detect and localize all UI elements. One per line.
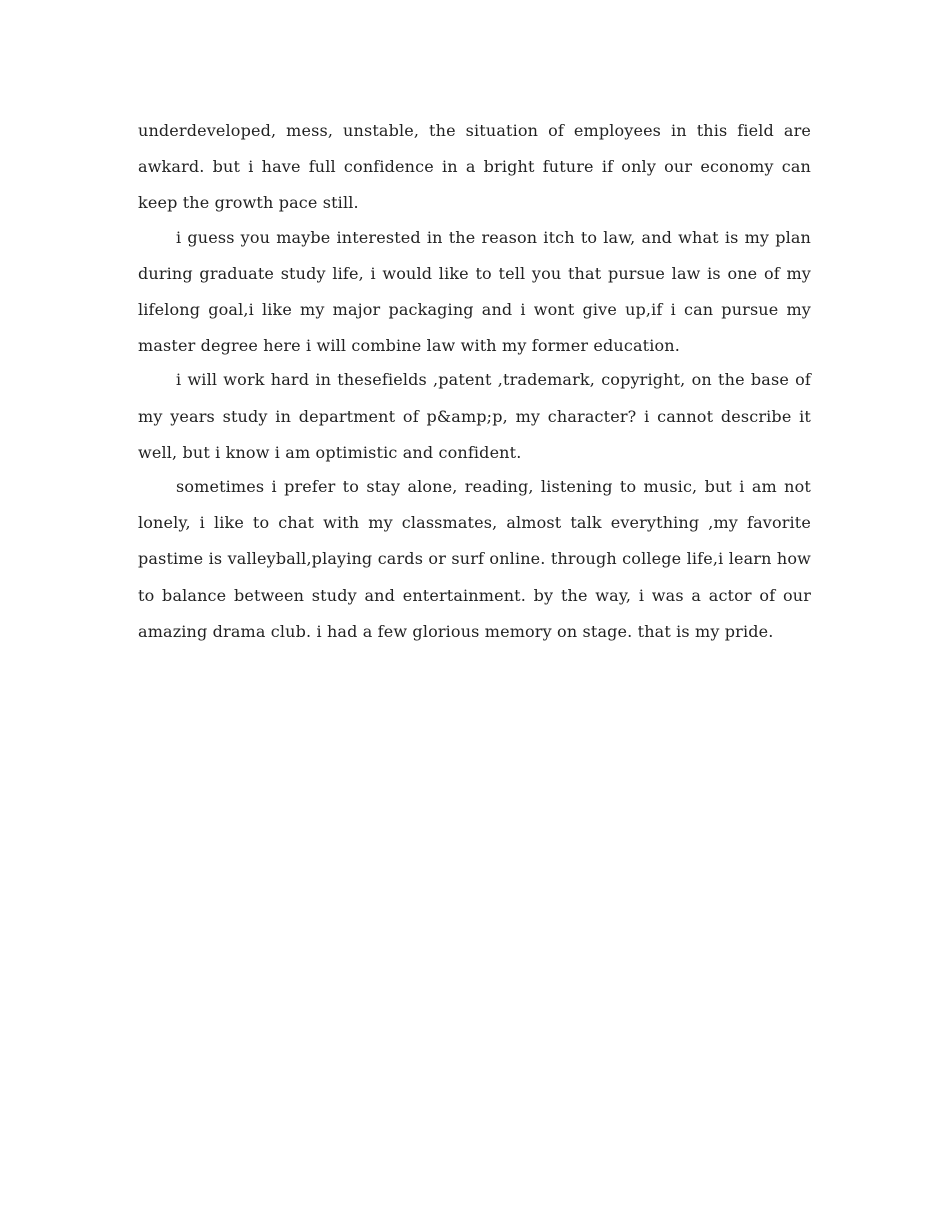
document-body: [138, 113, 811, 648]
paragraph-1: underdeveloped, mess, unstable, the situation of employees in this field are awkard. but i have full confidence in a bright future if only our economy can keep the growth pace still.: [138, 121, 811, 213]
paragraph-2: i guess you maybe interested in the reason itch to law, and what is my plan during graduate study life, i would like to tell you that pursue law is one of my lifelong goal,i like my major packaging and i wont give up,if i can pursue my master degree here i will combine law with my former education.: [138, 227, 811, 356]
paragraph-3: i will work hard in thesefields ,patent ,trademark, copyright, on the base of my years study in department of p&amp;p, my character? i cannot describe it well, but i know i am optimistic and confident.: [138, 370, 811, 462]
paragraph-4: sometimes i prefer to stay alone, reading, listening to music, but i am not lonely, i like to chat with my classmates, almost talk everything ,my favorite pastime is valleyball,playing cards or surf online. through college life,i learn how to balance between study and entertainment. by the way, i was a actor of our amazing drama club. i had a few glorious memory on stage. that is my pride.: [138, 477, 811, 641]
